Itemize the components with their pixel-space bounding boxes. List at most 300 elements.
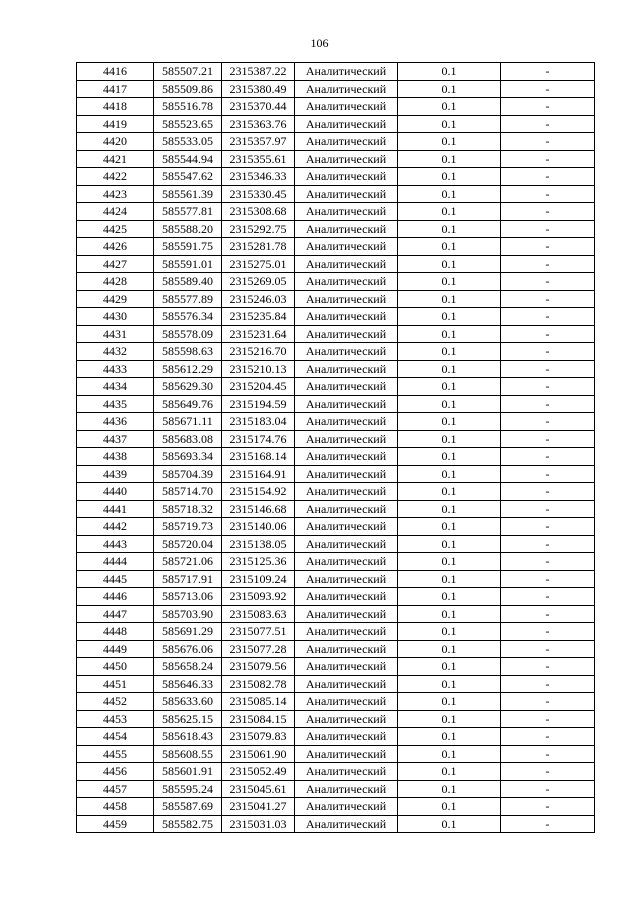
accuracy-cell: 0.1 xyxy=(398,220,501,238)
x-coordinate-cell: 585649.76 xyxy=(154,395,222,413)
x-coordinate-cell: 585544.94 xyxy=(154,150,222,168)
x-coordinate-cell: 585576.34 xyxy=(154,308,222,326)
note-cell: - xyxy=(501,500,595,518)
accuracy-cell: 0.1 xyxy=(398,675,501,693)
y-coordinate-cell: 2315154.92 xyxy=(222,483,295,501)
note-cell: - xyxy=(501,343,595,361)
note-cell: - xyxy=(501,535,595,553)
note-cell: - xyxy=(501,430,595,448)
point-number-cell: 4439 xyxy=(77,465,154,483)
point-number-cell: 4445 xyxy=(77,570,154,588)
y-coordinate-cell: 2315357.97 xyxy=(222,133,295,151)
x-coordinate-cell: 585703.90 xyxy=(154,605,222,623)
table-row xyxy=(77,728,595,746)
table-row xyxy=(77,798,595,816)
y-coordinate-cell: 2315292.75 xyxy=(222,220,295,238)
table-body xyxy=(77,63,595,833)
x-coordinate-cell: 585595.24 xyxy=(154,780,222,798)
method-cell: Аналитический xyxy=(295,710,398,728)
method-cell: Аналитический xyxy=(295,325,398,343)
method-cell: Аналитический xyxy=(295,518,398,536)
point-number-cell: 4443 xyxy=(77,535,154,553)
table-row xyxy=(77,203,595,221)
y-coordinate-cell: 2315083.63 xyxy=(222,605,295,623)
accuracy-cell: 0.1 xyxy=(398,815,501,833)
table-row xyxy=(77,360,595,378)
table-row xyxy=(77,343,595,361)
point-number-cell: 4419 xyxy=(77,115,154,133)
method-cell: Аналитический xyxy=(295,115,398,133)
x-coordinate-cell: 585507.21 xyxy=(154,63,222,81)
table-row xyxy=(77,588,595,606)
x-coordinate-cell: 585720.04 xyxy=(154,535,222,553)
table-row xyxy=(77,623,595,641)
accuracy-cell: 0.1 xyxy=(398,325,501,343)
point-number-cell: 4452 xyxy=(77,693,154,711)
accuracy-cell: 0.1 xyxy=(398,658,501,676)
method-cell: Аналитический xyxy=(295,413,398,431)
x-coordinate-cell: 585721.06 xyxy=(154,553,222,571)
table-row xyxy=(77,98,595,116)
accuracy-cell: 0.1 xyxy=(398,518,501,536)
y-coordinate-cell: 2315168.14 xyxy=(222,448,295,466)
point-number-cell: 4416 xyxy=(77,63,154,81)
accuracy-cell: 0.1 xyxy=(398,588,501,606)
y-coordinate-cell: 2315109.24 xyxy=(222,570,295,588)
x-coordinate-cell: 585629.30 xyxy=(154,378,222,396)
y-coordinate-cell: 2315235.84 xyxy=(222,308,295,326)
y-coordinate-cell: 2315275.01 xyxy=(222,255,295,273)
x-coordinate-cell: 585591.75 xyxy=(154,238,222,256)
accuracy-cell: 0.1 xyxy=(398,465,501,483)
point-number-cell: 4444 xyxy=(77,553,154,571)
x-coordinate-cell: 585676.06 xyxy=(154,640,222,658)
note-cell: - xyxy=(501,763,595,781)
y-coordinate-cell: 2315138.05 xyxy=(222,535,295,553)
y-coordinate-cell: 2315355.61 xyxy=(222,150,295,168)
table-row xyxy=(77,290,595,308)
point-number-cell: 4458 xyxy=(77,798,154,816)
point-number-cell: 4421 xyxy=(77,150,154,168)
table-row xyxy=(77,238,595,256)
x-coordinate-cell: 585533.05 xyxy=(154,133,222,151)
point-number-cell: 4432 xyxy=(77,343,154,361)
point-number-cell: 4433 xyxy=(77,360,154,378)
accuracy-cell: 0.1 xyxy=(398,150,501,168)
method-cell: Аналитический xyxy=(295,203,398,221)
point-number-cell: 4431 xyxy=(77,325,154,343)
point-number-cell: 4456 xyxy=(77,763,154,781)
point-number-cell: 4449 xyxy=(77,640,154,658)
x-coordinate-cell: 585587.69 xyxy=(154,798,222,816)
accuracy-cell: 0.1 xyxy=(398,273,501,291)
point-number-cell: 4435 xyxy=(77,395,154,413)
table-row xyxy=(77,133,595,151)
note-cell: - xyxy=(501,255,595,273)
point-number-cell: 4459 xyxy=(77,815,154,833)
x-coordinate-cell: 585578.09 xyxy=(154,325,222,343)
method-cell: Аналитический xyxy=(295,133,398,151)
y-coordinate-cell: 2315246.03 xyxy=(222,290,295,308)
table-row xyxy=(77,80,595,98)
accuracy-cell: 0.1 xyxy=(398,308,501,326)
table-row xyxy=(77,325,595,343)
table-row xyxy=(77,185,595,203)
x-coordinate-cell: 585588.20 xyxy=(154,220,222,238)
method-cell: Аналитический xyxy=(295,465,398,483)
note-cell: - xyxy=(501,290,595,308)
table-row xyxy=(77,780,595,798)
x-coordinate-cell: 585693.34 xyxy=(154,448,222,466)
point-number-cell: 4424 xyxy=(77,203,154,221)
table-row xyxy=(77,413,595,431)
y-coordinate-cell: 2315125.36 xyxy=(222,553,295,571)
table-row xyxy=(77,430,595,448)
point-number-cell: 4417 xyxy=(77,80,154,98)
table-row xyxy=(77,448,595,466)
y-coordinate-cell: 2315061.90 xyxy=(222,745,295,763)
point-number-cell: 4454 xyxy=(77,728,154,746)
point-number-cell: 4451 xyxy=(77,675,154,693)
accuracy-cell: 0.1 xyxy=(398,343,501,361)
note-cell: - xyxy=(501,780,595,798)
accuracy-cell: 0.1 xyxy=(398,780,501,798)
accuracy-cell: 0.1 xyxy=(398,413,501,431)
accuracy-cell: 0.1 xyxy=(398,483,501,501)
note-cell: - xyxy=(501,168,595,186)
y-coordinate-cell: 2315204.45 xyxy=(222,378,295,396)
method-cell: Аналитический xyxy=(295,343,398,361)
method-cell: Аналитический xyxy=(295,98,398,116)
x-coordinate-cell: 585612.29 xyxy=(154,360,222,378)
y-coordinate-cell: 2315216.70 xyxy=(222,343,295,361)
method-cell: Аналитический xyxy=(295,570,398,588)
method-cell: Аналитический xyxy=(295,168,398,186)
point-number-cell: 4450 xyxy=(77,658,154,676)
point-number-cell: 4447 xyxy=(77,605,154,623)
note-cell: - xyxy=(501,378,595,396)
note-cell: - xyxy=(501,693,595,711)
accuracy-cell: 0.1 xyxy=(398,255,501,273)
table-row xyxy=(77,500,595,518)
y-coordinate-cell: 2315281.78 xyxy=(222,238,295,256)
note-cell: - xyxy=(501,815,595,833)
table-row xyxy=(77,710,595,728)
note-cell: - xyxy=(501,360,595,378)
accuracy-cell: 0.1 xyxy=(398,290,501,308)
y-coordinate-cell: 2315093.92 xyxy=(222,588,295,606)
table-row xyxy=(77,483,595,501)
accuracy-cell: 0.1 xyxy=(398,395,501,413)
x-coordinate-cell: 585633.60 xyxy=(154,693,222,711)
accuracy-cell: 0.1 xyxy=(398,763,501,781)
accuracy-cell: 0.1 xyxy=(398,168,501,186)
accuracy-cell: 0.1 xyxy=(398,500,501,518)
y-coordinate-cell: 2315077.28 xyxy=(222,640,295,658)
accuracy-cell: 0.1 xyxy=(398,710,501,728)
table-row xyxy=(77,518,595,536)
accuracy-cell: 0.1 xyxy=(398,360,501,378)
point-number-cell: 4436 xyxy=(77,413,154,431)
x-coordinate-cell: 585618.43 xyxy=(154,728,222,746)
x-coordinate-cell: 585591.01 xyxy=(154,255,222,273)
note-cell: - xyxy=(501,745,595,763)
table-row xyxy=(77,570,595,588)
note-cell: - xyxy=(501,728,595,746)
point-number-cell: 4457 xyxy=(77,780,154,798)
note-cell: - xyxy=(501,80,595,98)
x-coordinate-cell: 585509.86 xyxy=(154,80,222,98)
y-coordinate-cell: 2315079.83 xyxy=(222,728,295,746)
method-cell: Аналитический xyxy=(295,780,398,798)
point-number-cell: 4429 xyxy=(77,290,154,308)
table-row xyxy=(77,640,595,658)
method-cell: Аналитический xyxy=(295,395,398,413)
method-cell: Аналитический xyxy=(295,675,398,693)
method-cell: Аналитический xyxy=(295,588,398,606)
accuracy-cell: 0.1 xyxy=(398,570,501,588)
accuracy-cell: 0.1 xyxy=(398,430,501,448)
method-cell: Аналитический xyxy=(295,483,398,501)
y-coordinate-cell: 2315269.05 xyxy=(222,273,295,291)
method-cell: Аналитический xyxy=(295,255,398,273)
table-row xyxy=(77,535,595,553)
point-number-cell: 4427 xyxy=(77,255,154,273)
note-cell: - xyxy=(501,483,595,501)
x-coordinate-cell: 585608.55 xyxy=(154,745,222,763)
method-cell: Аналитический xyxy=(295,623,398,641)
method-cell: Аналитический xyxy=(295,360,398,378)
y-coordinate-cell: 2315194.59 xyxy=(222,395,295,413)
point-number-cell: 4418 xyxy=(77,98,154,116)
y-coordinate-cell: 2315164.91 xyxy=(222,465,295,483)
x-coordinate-cell: 585658.24 xyxy=(154,658,222,676)
method-cell: Аналитический xyxy=(295,658,398,676)
y-coordinate-cell: 2315174.76 xyxy=(222,430,295,448)
method-cell: Аналитический xyxy=(295,815,398,833)
point-number-cell: 4441 xyxy=(77,500,154,518)
note-cell: - xyxy=(501,448,595,466)
note-cell: - xyxy=(501,570,595,588)
accuracy-cell: 0.1 xyxy=(398,728,501,746)
point-number-cell: 4446 xyxy=(77,588,154,606)
accuracy-cell: 0.1 xyxy=(398,448,501,466)
point-number-cell: 4440 xyxy=(77,483,154,501)
accuracy-cell: 0.1 xyxy=(398,63,501,81)
note-cell: - xyxy=(501,98,595,116)
note-cell: - xyxy=(501,238,595,256)
point-number-cell: 4420 xyxy=(77,133,154,151)
x-coordinate-cell: 585718.32 xyxy=(154,500,222,518)
table-row xyxy=(77,605,595,623)
y-coordinate-cell: 2315031.03 xyxy=(222,815,295,833)
x-coordinate-cell: 585714.70 xyxy=(154,483,222,501)
method-cell: Аналитический xyxy=(295,220,398,238)
y-coordinate-cell: 2315052.49 xyxy=(222,763,295,781)
y-coordinate-cell: 2315041.27 xyxy=(222,798,295,816)
accuracy-cell: 0.1 xyxy=(398,798,501,816)
method-cell: Аналитический xyxy=(295,80,398,98)
x-coordinate-cell: 585704.39 xyxy=(154,465,222,483)
x-coordinate-cell: 585719.73 xyxy=(154,518,222,536)
y-coordinate-cell: 2315380.49 xyxy=(222,80,295,98)
method-cell: Аналитический xyxy=(295,640,398,658)
x-coordinate-cell: 585683.08 xyxy=(154,430,222,448)
table-row xyxy=(77,553,595,571)
x-coordinate-cell: 585577.89 xyxy=(154,290,222,308)
x-coordinate-cell: 585601.91 xyxy=(154,763,222,781)
y-coordinate-cell: 2315085.14 xyxy=(222,693,295,711)
note-cell: - xyxy=(501,640,595,658)
method-cell: Аналитический xyxy=(295,185,398,203)
method-cell: Аналитический xyxy=(295,500,398,518)
accuracy-cell: 0.1 xyxy=(398,693,501,711)
accuracy-cell: 0.1 xyxy=(398,605,501,623)
point-number-cell: 4448 xyxy=(77,623,154,641)
point-number-cell: 4437 xyxy=(77,430,154,448)
y-coordinate-cell: 2315084.15 xyxy=(222,710,295,728)
note-cell: - xyxy=(501,798,595,816)
x-coordinate-cell: 585671.11 xyxy=(154,413,222,431)
note-cell: - xyxy=(501,63,595,81)
table-row xyxy=(77,693,595,711)
table-row xyxy=(77,150,595,168)
note-cell: - xyxy=(501,185,595,203)
method-cell: Аналитический xyxy=(295,448,398,466)
point-number-cell: 4425 xyxy=(77,220,154,238)
y-coordinate-cell: 2315330.45 xyxy=(222,185,295,203)
table-row xyxy=(77,255,595,273)
note-cell: - xyxy=(501,710,595,728)
y-coordinate-cell: 2315140.06 xyxy=(222,518,295,536)
method-cell: Аналитический xyxy=(295,763,398,781)
method-cell: Аналитический xyxy=(295,308,398,326)
method-cell: Аналитический xyxy=(295,63,398,81)
point-number-cell: 4442 xyxy=(77,518,154,536)
note-cell: - xyxy=(501,325,595,343)
x-coordinate-cell: 585598.63 xyxy=(154,343,222,361)
y-coordinate-cell: 2315231.64 xyxy=(222,325,295,343)
y-coordinate-cell: 2315077.51 xyxy=(222,623,295,641)
table-row xyxy=(77,168,595,186)
y-coordinate-cell: 2315346.33 xyxy=(222,168,295,186)
x-coordinate-cell: 585561.39 xyxy=(154,185,222,203)
note-cell: - xyxy=(501,395,595,413)
x-coordinate-cell: 585717.91 xyxy=(154,570,222,588)
y-coordinate-cell: 2315079.56 xyxy=(222,658,295,676)
x-coordinate-cell: 585516.78 xyxy=(154,98,222,116)
y-coordinate-cell: 2315387.22 xyxy=(222,63,295,81)
table-row xyxy=(77,273,595,291)
accuracy-cell: 0.1 xyxy=(398,535,501,553)
method-cell: Аналитический xyxy=(295,378,398,396)
table-row xyxy=(77,745,595,763)
note-cell: - xyxy=(501,115,595,133)
table-row xyxy=(77,115,595,133)
accuracy-cell: 0.1 xyxy=(398,378,501,396)
method-cell: Аналитический xyxy=(295,553,398,571)
accuracy-cell: 0.1 xyxy=(398,185,501,203)
x-coordinate-cell: 585713.06 xyxy=(154,588,222,606)
accuracy-cell: 0.1 xyxy=(398,640,501,658)
coordinates-table xyxy=(76,62,595,833)
method-cell: Аналитический xyxy=(295,728,398,746)
note-cell: - xyxy=(501,658,595,676)
x-coordinate-cell: 585589.40 xyxy=(154,273,222,291)
x-coordinate-cell: 585582.75 xyxy=(154,815,222,833)
note-cell: - xyxy=(501,605,595,623)
point-number-cell: 4455 xyxy=(77,745,154,763)
point-number-cell: 4430 xyxy=(77,308,154,326)
point-number-cell: 4422 xyxy=(77,168,154,186)
y-coordinate-cell: 2315183.04 xyxy=(222,413,295,431)
accuracy-cell: 0.1 xyxy=(398,553,501,571)
x-coordinate-cell: 585646.33 xyxy=(154,675,222,693)
point-number-cell: 4453 xyxy=(77,710,154,728)
table-row xyxy=(77,63,595,81)
accuracy-cell: 0.1 xyxy=(398,80,501,98)
method-cell: Аналитический xyxy=(295,745,398,763)
y-coordinate-cell: 2315045.61 xyxy=(222,780,295,798)
table-row xyxy=(77,465,595,483)
table-row xyxy=(77,308,595,326)
method-cell: Аналитический xyxy=(295,798,398,816)
method-cell: Аналитический xyxy=(295,238,398,256)
note-cell: - xyxy=(501,203,595,221)
point-number-cell: 4434 xyxy=(77,378,154,396)
method-cell: Аналитический xyxy=(295,693,398,711)
page-number: 106 xyxy=(310,36,329,50)
method-cell: Аналитический xyxy=(295,605,398,623)
x-coordinate-cell: 585625.15 xyxy=(154,710,222,728)
x-coordinate-cell: 585691.29 xyxy=(154,623,222,641)
note-cell: - xyxy=(501,133,595,151)
note-cell: - xyxy=(501,220,595,238)
note-cell: - xyxy=(501,465,595,483)
note-cell: - xyxy=(501,518,595,536)
accuracy-cell: 0.1 xyxy=(398,745,501,763)
y-coordinate-cell: 2315363.76 xyxy=(222,115,295,133)
method-cell: Аналитический xyxy=(295,535,398,553)
accuracy-cell: 0.1 xyxy=(398,623,501,641)
table-row xyxy=(77,763,595,781)
note-cell: - xyxy=(501,623,595,641)
x-coordinate-cell: 585523.65 xyxy=(154,115,222,133)
x-coordinate-cell: 585577.81 xyxy=(154,203,222,221)
table-row xyxy=(77,658,595,676)
accuracy-cell: 0.1 xyxy=(398,203,501,221)
accuracy-cell: 0.1 xyxy=(398,98,501,116)
note-cell: - xyxy=(501,273,595,291)
table-row xyxy=(77,378,595,396)
y-coordinate-cell: 2315308.68 xyxy=(222,203,295,221)
method-cell: Аналитический xyxy=(295,290,398,308)
y-coordinate-cell: 2315370.44 xyxy=(222,98,295,116)
table-row xyxy=(77,815,595,833)
y-coordinate-cell: 2315210.13 xyxy=(222,360,295,378)
note-cell: - xyxy=(501,150,595,168)
accuracy-cell: 0.1 xyxy=(398,115,501,133)
x-coordinate-cell: 585547.62 xyxy=(154,168,222,186)
method-cell: Аналитический xyxy=(295,273,398,291)
table-row xyxy=(77,220,595,238)
y-coordinate-cell: 2315082.78 xyxy=(222,675,295,693)
method-cell: Аналитический xyxy=(295,430,398,448)
note-cell: - xyxy=(501,308,595,326)
note-cell: - xyxy=(501,413,595,431)
accuracy-cell: 0.1 xyxy=(398,133,501,151)
point-number-cell: 4423 xyxy=(77,185,154,203)
